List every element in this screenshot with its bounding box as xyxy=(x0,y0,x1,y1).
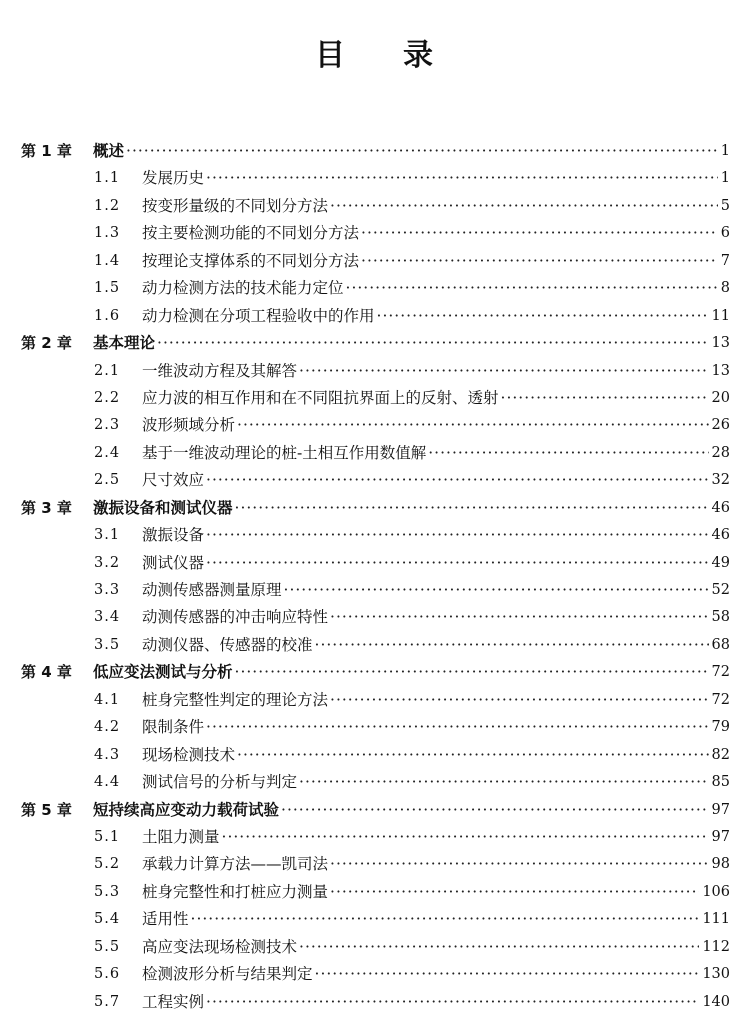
toc-entry-page-number: 112 xyxy=(699,934,730,961)
toc-entry-leader xyxy=(0,659,728,686)
toc-chapter-row[interactable] xyxy=(0,330,750,357)
toc-chapter-row[interactable] xyxy=(0,495,750,522)
toc-entry-leader xyxy=(0,495,728,522)
toc-entry-leader xyxy=(0,961,728,988)
toc-section-row[interactable] xyxy=(0,165,750,192)
toc-entry-leader xyxy=(0,440,728,467)
toc-entry-number: 1.5 xyxy=(94,280,121,297)
toc-chapter-row[interactable] xyxy=(0,797,750,824)
toc-entry-leader xyxy=(0,934,728,961)
toc-section-row[interactable] xyxy=(0,358,750,385)
toc-entry-leader xyxy=(0,358,728,385)
toc-chapter-row[interactable] xyxy=(0,659,750,686)
toc-entry-leader xyxy=(0,385,728,412)
toc-entry-page-number: 6 xyxy=(718,220,730,247)
toc-section-row[interactable] xyxy=(0,769,750,796)
toc-entry-leader xyxy=(0,275,728,302)
toc-entry-page-number: 11 xyxy=(709,303,730,330)
toc-entry-page-number: 140 xyxy=(699,989,730,1016)
toc-section-row[interactable] xyxy=(0,961,750,988)
toc-chapter-row[interactable] xyxy=(0,138,750,165)
toc-entry-number: 2.4 xyxy=(94,444,121,461)
toc-entry-leader xyxy=(0,989,728,1016)
toc-entry-leader xyxy=(0,303,728,330)
toc-entry-title: 限制条件 xyxy=(142,718,205,737)
toc-entry-page-number: 49 xyxy=(709,550,730,577)
toc-entry-page-number: 97 xyxy=(709,797,730,824)
toc-entry-number: 第 3 章 xyxy=(21,498,72,517)
toc-entry-leader xyxy=(0,604,728,631)
toc-entry-number: 4.2 xyxy=(94,719,121,736)
toc-entry-page-number: 68 xyxy=(709,632,730,659)
toc-entry-number: 3.1 xyxy=(94,527,121,544)
toc-entry-number: 第 4 章 xyxy=(21,663,72,682)
table-of-contents xyxy=(0,138,750,1016)
toc-entry-number: 4.3 xyxy=(94,746,121,763)
toc-entry-page-number: 20 xyxy=(709,385,730,412)
toc-entry-title: 波形频域分析 xyxy=(142,416,236,435)
toc-entry-leader xyxy=(0,851,728,878)
toc-section-row[interactable] xyxy=(0,220,750,247)
toc-section-row[interactable] xyxy=(0,906,750,933)
toc-entry-title: 土阻力测量 xyxy=(142,827,220,846)
toc-entry-page-number: 7 xyxy=(718,248,730,275)
toc-entry-leader xyxy=(0,550,728,577)
toc-section-row[interactable] xyxy=(0,824,750,851)
toc-entry-title: 适用性 xyxy=(142,910,189,929)
toc-entry-leader xyxy=(0,165,728,192)
toc-entry-number: 2.1 xyxy=(94,362,121,379)
toc-section-row[interactable] xyxy=(0,550,750,577)
toc-entry-page-number: 8 xyxy=(718,275,730,302)
toc-entry-page-number: 13 xyxy=(709,358,730,385)
toc-entry-leader xyxy=(0,138,728,165)
toc-entry-leader xyxy=(0,522,728,549)
toc-entry-title: 工程实例 xyxy=(142,992,205,1011)
toc-entry-page-number: 106 xyxy=(699,879,730,906)
toc-section-row[interactable] xyxy=(0,687,750,714)
toc-entry-number: 1.2 xyxy=(94,197,121,214)
toc-entry-number: 1.1 xyxy=(94,170,121,187)
toc-entry-leader xyxy=(0,193,728,220)
toc-entry-title: 短持续高应变动力载荷试验 xyxy=(93,800,280,819)
toc-section-row[interactable] xyxy=(0,879,750,906)
toc-entry-page-number: 85 xyxy=(709,769,730,796)
toc-entry-page-number: 98 xyxy=(709,851,730,878)
toc-entry-title: 动力检测方法的技术能力定位 xyxy=(142,279,344,298)
toc-entry-leader xyxy=(0,906,728,933)
toc-entry-number: 5.1 xyxy=(94,828,121,845)
toc-entry-number: 4.4 xyxy=(94,774,121,791)
toc-entry-number: 2.3 xyxy=(94,417,121,434)
toc-entry-title: 尺寸效应 xyxy=(142,471,205,490)
toc-entry-title: 承载力计算方法——凯司法 xyxy=(142,855,329,874)
toc-section-row[interactable] xyxy=(0,467,750,494)
toc-entry-title: 检测波形分析与结果判定 xyxy=(142,965,313,984)
toc-entry-leader xyxy=(0,824,728,851)
toc-entry-number: 3.5 xyxy=(94,636,121,653)
toc-entry-title: 现场检测技术 xyxy=(142,745,236,764)
toc-section-row[interactable] xyxy=(0,248,750,275)
toc-entry-page-number: 5 xyxy=(718,193,730,220)
toc-entry-number: 3.2 xyxy=(94,554,121,571)
toc-entry-number: 第 2 章 xyxy=(21,334,72,353)
toc-entry-number: 1.4 xyxy=(94,252,121,269)
toc-entry-leader xyxy=(0,769,728,796)
toc-entry-page-number: 111 xyxy=(699,906,730,933)
toc-entry-title: 测试信号的分析与判定 xyxy=(142,773,298,792)
toc-entry-leader xyxy=(0,220,728,247)
toc-entry-leader xyxy=(0,687,728,714)
toc-entry-number: 2.2 xyxy=(94,389,121,406)
toc-entry-number: 5.2 xyxy=(94,856,121,873)
toc-entry-leader xyxy=(0,412,728,439)
toc-entry-page-number: 46 xyxy=(709,522,730,549)
toc-entry-page-number: 13 xyxy=(709,330,730,357)
toc-entry-leader xyxy=(0,879,728,906)
toc-entry-title: 基本理论 xyxy=(93,334,156,353)
toc-section-row[interactable] xyxy=(0,412,750,439)
toc-section-row[interactable] xyxy=(0,522,750,549)
toc-section-row[interactable] xyxy=(0,275,750,302)
toc-entry-title: 激振设备和测试仪器 xyxy=(93,498,233,517)
toc-entry-leader xyxy=(0,467,728,494)
toc-entry-page-number: 1 xyxy=(718,165,730,192)
toc-entry-number: 1.6 xyxy=(94,307,121,324)
toc-section-row[interactable] xyxy=(0,193,750,220)
toc-section-row[interactable] xyxy=(0,385,750,412)
toc-section-row[interactable] xyxy=(0,604,750,631)
toc-entry-title: 一维波动方程及其解答 xyxy=(142,361,298,380)
toc-section-row[interactable] xyxy=(0,632,750,659)
toc-section-row[interactable] xyxy=(0,934,750,961)
toc-entry-page-number: 52 xyxy=(709,577,730,604)
toc-entry-title: 按理论支撑体系的不同划分方法 xyxy=(142,251,360,270)
title-char-right: 录 xyxy=(403,38,435,73)
toc-entry-number: 4.1 xyxy=(94,691,121,708)
toc-section-row[interactable] xyxy=(0,989,750,1016)
toc-entry-title: 动测传感器测量原理 xyxy=(142,581,282,599)
toc-entry-page-number: 97 xyxy=(709,824,730,851)
toc-entry-title: 概述 xyxy=(93,142,125,160)
toc-entry-page-number: 46 xyxy=(709,495,730,522)
toc-entry-number: 5.7 xyxy=(94,993,121,1010)
toc-section-row[interactable] xyxy=(0,742,750,769)
toc-entry-title: 应力波的相互作用和在不同阻抗界面上的反射、透射 xyxy=(142,388,499,407)
toc-entry-leader xyxy=(0,577,728,604)
toc-section-row[interactable] xyxy=(0,440,750,467)
toc-entry-page-number: 32 xyxy=(709,467,730,494)
toc-entry-title: 桩身完整性和打桩应力测量 xyxy=(142,882,329,901)
toc-entry-leader xyxy=(0,632,728,659)
toc-section-row[interactable] xyxy=(0,714,750,741)
toc-entry-title: 高应变法现场检测技术 xyxy=(142,937,298,956)
toc-entry-page-number: 82 xyxy=(709,742,730,769)
toc-entry-leader xyxy=(0,330,728,357)
toc-entry-page-number: 79 xyxy=(709,714,730,741)
toc-entry-page-number: 130 xyxy=(699,961,730,988)
toc-entry-number: 第 1 章 xyxy=(21,142,72,160)
toc-entry-number: 3.4 xyxy=(94,609,121,626)
toc-entry-page-number: 58 xyxy=(709,604,730,631)
toc-entry-leader xyxy=(0,797,728,824)
toc-entry-title: 基于一维波动理论的桩-土相互作用数值解 xyxy=(142,443,427,462)
toc-entry-leader xyxy=(0,742,728,769)
toc-entry-title: 动测仪器、传感器的校准 xyxy=(142,635,313,654)
toc-entry-leader xyxy=(0,248,728,275)
toc-entry-number: 5.4 xyxy=(94,911,121,928)
toc-entry-title: 激振设备 xyxy=(142,526,205,545)
toc-entry-number: 1.3 xyxy=(94,225,121,242)
toc-entry-number: 5.5 xyxy=(94,938,121,955)
title-char-left: 目 xyxy=(315,38,347,73)
toc-section-row[interactable] xyxy=(0,577,750,604)
toc-entry-title: 发展历史 xyxy=(142,169,205,188)
toc-entry-title: 动测传感器的冲击响应特性 xyxy=(142,608,329,627)
toc-entry-number: 第 5 章 xyxy=(21,800,72,819)
toc-section-row[interactable] xyxy=(0,303,750,330)
toc-section-row[interactable] xyxy=(0,851,750,878)
toc-entry-number: 3.3 xyxy=(94,582,121,598)
toc-entry-title: 动力检测在分项工程验收中的作用 xyxy=(142,306,375,325)
toc-entry-page-number: 72 xyxy=(709,659,730,686)
toc-entry-number: 5.3 xyxy=(94,883,121,900)
toc-entry-page-number: 1 xyxy=(718,138,730,165)
toc-entry-number: 2.5 xyxy=(94,472,121,489)
toc-entry-title: 桩身完整性判定的理论方法 xyxy=(142,690,329,709)
toc-entry-page-number: 72 xyxy=(709,687,730,714)
toc-entry-title: 测试仪器 xyxy=(142,553,205,572)
toc-entry-title: 按主要检测功能的不同划分方法 xyxy=(142,224,360,243)
toc-entry-title: 按变形量级的不同划分方法 xyxy=(142,196,329,215)
page-title xyxy=(0,30,750,74)
toc-entry-leader xyxy=(0,714,728,741)
toc-entry-number: 5.6 xyxy=(94,966,121,983)
toc-entry-title: 低应变法测试与分析 xyxy=(93,663,233,682)
toc-entry-page-number: 28 xyxy=(709,440,730,467)
toc-entry-page-number: 26 xyxy=(709,412,730,439)
